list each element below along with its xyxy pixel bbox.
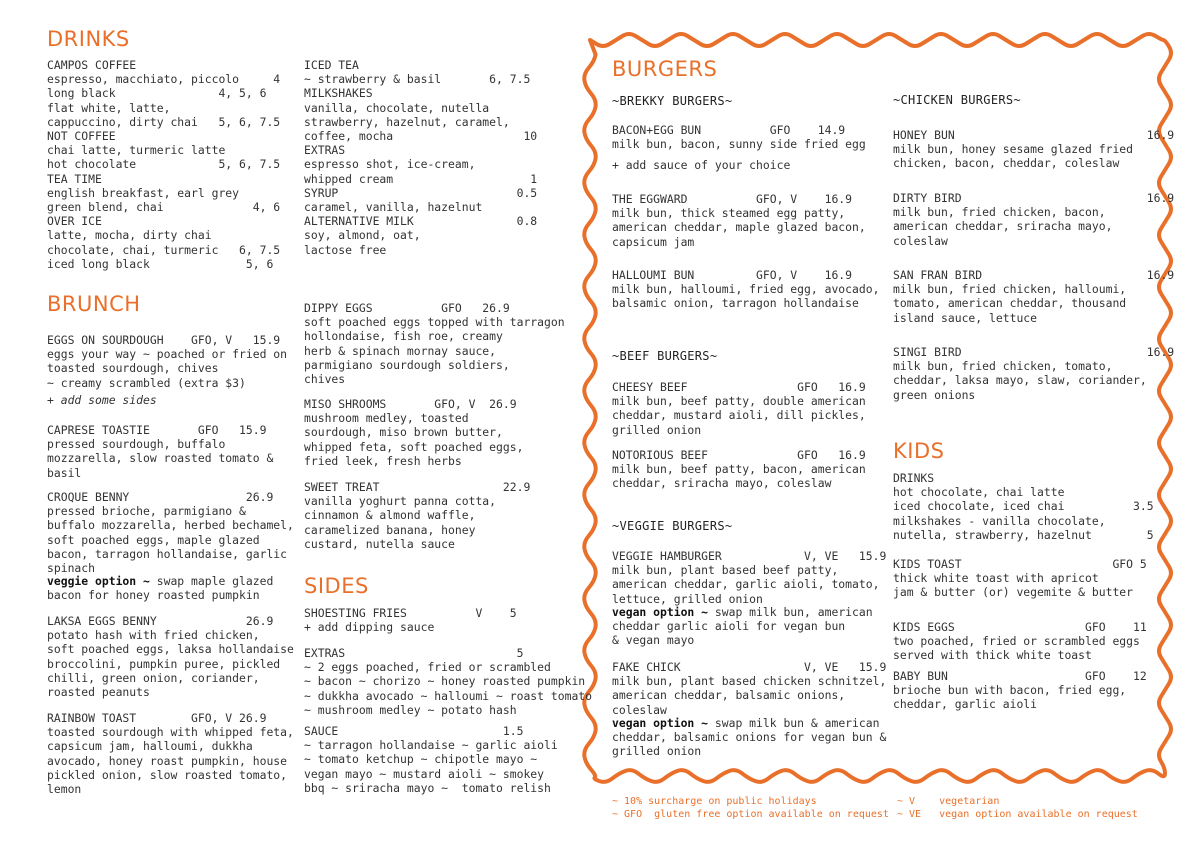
menu-line: jam & butter (or) vegemite & butter bbox=[893, 585, 1134, 600]
menu-line: eggs your way ~ poached or fried on bbox=[47, 347, 288, 362]
menu-line: vanilla yoghurt panna cotta, bbox=[304, 494, 497, 509]
menu-line: iced chocolate, iced chai 3.5 bbox=[893, 499, 1154, 514]
menu-line: soft poached eggs, maple glazed bbox=[47, 532, 260, 547]
veggie-option-text-2: bacon for honey roasted pumpkin bbox=[47, 588, 260, 603]
menu-line: chai latte, turmeric latte bbox=[47, 143, 226, 158]
menu-line: milk bun, halloumi, fried egg, avocado, bbox=[612, 282, 880, 297]
menu-line: grilled onion bbox=[612, 422, 702, 437]
menu-line: ~ creamy scrambled (extra $3) bbox=[47, 375, 246, 390]
menu-item-the-eggward bbox=[612, 192, 866, 249]
menu-item-shoestring-fries bbox=[304, 606, 517, 634]
menu-line: soft poached eggs topped with tarragon bbox=[304, 315, 565, 330]
menu-line: milkshakes - vanilla chocolate, bbox=[893, 513, 1106, 528]
menu-line: grilled onion bbox=[612, 744, 702, 759]
menu-line: chocolate, chai, turmeric 6, 7.5 bbox=[47, 242, 281, 257]
menu-line: milk bun, fried chicken, tomato, bbox=[893, 359, 1113, 374]
menu-line: milk bun, fried chicken, halloumi, bbox=[893, 282, 1127, 297]
menu-line: TEA TIME bbox=[47, 171, 102, 186]
menu-line: fried leek, fresh herbs bbox=[304, 453, 462, 468]
menu-line: toasted sourdough with whipped feta, bbox=[47, 725, 294, 740]
menu-line: CAMPOS COFFEE bbox=[47, 58, 137, 72]
menu-line: toasted sourdough, chives bbox=[47, 361, 219, 376]
vegan-option-lines bbox=[612, 730, 886, 758]
menu-line: espresso shot, ice-cream, bbox=[304, 157, 476, 172]
menu-line: OVER ICE bbox=[47, 214, 102, 229]
footer-notes-right bbox=[897, 796, 1138, 821]
menu-line: BACON+EGG BUN GFO 14.9 bbox=[612, 123, 846, 137]
menu-line: ~ 10% surcharge on public holidays bbox=[612, 796, 817, 807]
menu-line: american cheddar, garlic aioli, tomato, bbox=[612, 577, 880, 592]
burgers-heading: BURGERS bbox=[612, 57, 718, 81]
menu-line: lettuce, grilled onion bbox=[612, 591, 763, 606]
menu-line: ~ tarragon hollandaise ~ garlic aioli bbox=[304, 738, 558, 753]
menu-line: green onions bbox=[893, 387, 976, 402]
menu-line: ~ tomato ketchup ~ chipotle mayo ~ bbox=[304, 752, 538, 767]
menu-line: RAINBOW TOAST GFO, V 26.9 bbox=[47, 711, 267, 725]
menu-line: american cheddar, balsamic onions, bbox=[612, 688, 846, 703]
menu-line: potato hash with fried chicken, bbox=[47, 628, 260, 643]
menu-line: lactose free bbox=[304, 242, 387, 257]
menu-line: cheddar, sriracha mayo, coleslaw bbox=[612, 476, 832, 491]
menu-line: KIDS EGGS GFO 11 bbox=[893, 620, 1147, 634]
menu-line: roasted peanuts bbox=[47, 685, 150, 700]
menu-line: SINGI BIRD 16.9 bbox=[893, 345, 1175, 359]
vegan-option-lines bbox=[612, 619, 873, 647]
menu-line: milk bun, honey sesame glazed fried bbox=[893, 142, 1134, 157]
menu-line: hollondaise, fish roe, creamy bbox=[304, 329, 503, 344]
menu-line: chives bbox=[304, 372, 346, 387]
menu-line: cheddar, laksa mayo, slaw, coriander, bbox=[893, 373, 1147, 388]
menu-line: iced long black 5, 6 bbox=[47, 256, 274, 271]
brunch-heading: BRUNCH bbox=[47, 292, 141, 316]
menu-line: american cheddar, maple glazed bacon, bbox=[612, 220, 866, 235]
chicken-burgers-subheading: ~CHICKEN BURGERS~ bbox=[893, 93, 1021, 107]
vegan-option-label: vegan option ~ bbox=[612, 605, 709, 619]
menu-line: HONEY BUN 16.9 bbox=[893, 128, 1175, 142]
menu-item-dippy-eggs bbox=[304, 301, 565, 386]
menu-line: FAKE CHICK V, VE 15.9 bbox=[612, 660, 887, 674]
menu-item-kids-eggs bbox=[893, 620, 1147, 663]
menu-line: DRINKS bbox=[893, 471, 935, 485]
menu-line: mozzarella, slow roasted tomato & bbox=[47, 451, 274, 466]
menu-line: whipped feta, soft poached eggs, bbox=[304, 439, 524, 454]
menu-item-sauce bbox=[304, 724, 558, 795]
menu-line: cheddar, garlic aioli bbox=[893, 697, 1038, 712]
menu-line: hot chocolate 5, 6, 7.5 bbox=[47, 157, 281, 172]
menu-line: caramelized banana, honey bbox=[304, 522, 476, 537]
menu-line: milk bun, beef patty, bacon, american bbox=[612, 462, 866, 477]
menu-line: coleslaw bbox=[893, 233, 948, 248]
menu-line: strawberry, hazelnut, caramel, bbox=[304, 114, 510, 129]
menu-item-eggs-on-sourdough bbox=[47, 333, 287, 390]
menu-line: VEGGIE HAMBURGER V, VE 15.9 bbox=[612, 549, 887, 563]
beef-burgers-subheading: ~BEEF BURGERS~ bbox=[612, 349, 718, 363]
menu-line: + add dipping sauce bbox=[304, 620, 435, 635]
menu-line: ~ GFO gluten free option available on request bbox=[612, 808, 889, 820]
menu-item-bacon-egg-bun bbox=[612, 123, 866, 151]
menu-line: herb & spinach mornay sauce, bbox=[304, 343, 497, 358]
menu-line: sourdough, miso brown butter, bbox=[304, 425, 503, 440]
menu-line: SAUCE 1.5 bbox=[304, 724, 524, 738]
menu-line: ~ strawberry & basil 6, 7.5 bbox=[304, 72, 531, 87]
menu-line: coleslaw bbox=[612, 702, 667, 717]
menu-line: coffee, mocha 10 bbox=[304, 129, 538, 144]
drinks-list-1 bbox=[47, 58, 280, 271]
menu-line: bacon, tarragon hollandaise, garlic bbox=[47, 546, 288, 561]
menu-line: milk bun, plant based beef patty, bbox=[612, 563, 839, 578]
menu-item-veggie-hamburger bbox=[612, 549, 886, 606]
menu-line: CAPRESE TOASTIE GFO 15.9 bbox=[47, 423, 267, 437]
menu-item-miso-shrooms bbox=[304, 397, 523, 468]
menu-item-sweet-treat bbox=[304, 480, 530, 551]
menu-line: milk bun, plant based chicken schnitzel, bbox=[612, 674, 887, 689]
menu-line: KIDS TOAST GFO 5 bbox=[893, 557, 1147, 571]
menu-line: ~ 2 eggs poached, fried or scrambled bbox=[304, 660, 551, 675]
menu-line: capsicum jam, halloumi, dukkha bbox=[47, 739, 253, 754]
menu-line: american cheddar, sriracha mayo, bbox=[893, 219, 1113, 234]
menu-line: vegan mayo ~ mustard aioli ~ smokey bbox=[304, 766, 545, 781]
menu-line: SAN FRAN BIRD 16.9 bbox=[893, 268, 1175, 282]
menu-line: ~ bacon ~ chorizo ~ honey roasted pumpkin bbox=[304, 674, 586, 689]
menu-item-singi-bird bbox=[893, 345, 1174, 402]
menu-line: bbq ~ sriracha mayo ~ tomato relish bbox=[304, 780, 551, 795]
menu-line: ICED TEA bbox=[304, 58, 359, 72]
fake-chick-vegan-option bbox=[612, 716, 886, 759]
menu-line: cinnamon & almond waffle, bbox=[304, 508, 476, 523]
menu-line: & vegan mayo bbox=[612, 633, 695, 648]
menu-line: island sauce, lettuce bbox=[893, 310, 1038, 325]
menu-line: milk bun, bacon, sunny side fried egg bbox=[612, 137, 866, 152]
menu-line: caramel, vanilla, hazelnut bbox=[304, 200, 483, 215]
menu-line: whipped cream 1 bbox=[304, 171, 538, 186]
menu-line: thick white toast with apricot bbox=[893, 571, 1099, 586]
drinks-list-2 bbox=[304, 58, 537, 257]
kids-drinks bbox=[893, 471, 1154, 542]
menu-line: SHOESTING FRIES V 5 bbox=[304, 606, 517, 620]
menu-line: balsamic onion, tarragon hollandaise bbox=[612, 296, 859, 311]
menu-line: pressed brioche, parmigiano & bbox=[47, 504, 246, 519]
drinks-heading: DRINKS bbox=[47, 27, 130, 51]
menu-item-dirty-bird bbox=[893, 191, 1174, 248]
vegan-option-text: swap milk bun & american bbox=[708, 716, 880, 730]
menu-line: espresso, macchiato, piccolo 4 bbox=[47, 72, 281, 87]
sides-heading: SIDES bbox=[304, 574, 369, 598]
menu-line: buffalo mozzarella, herbed bechamel, bbox=[47, 518, 294, 533]
menu-line: tomato, american cheddar, thousand bbox=[893, 296, 1127, 311]
menu-line: latte, mocha, dirty chai bbox=[47, 228, 212, 243]
menu-line: NOT COFFEE bbox=[47, 129, 116, 144]
menu-line: basil bbox=[47, 465, 82, 480]
menu-item-kids-toast bbox=[893, 557, 1147, 600]
menu-item-rainbow-toast bbox=[47, 711, 294, 796]
menu-line: DIPPY EGGS GFO 26.9 bbox=[304, 301, 510, 315]
menu-item-san-fran-bird bbox=[893, 268, 1174, 325]
menu-line: SYRUP 0.5 bbox=[304, 185, 538, 200]
vegan-option-label: vegan option ~ bbox=[612, 716, 709, 730]
menu-line: BABY BUN GFO 12 bbox=[893, 669, 1147, 683]
vegan-option-text: swap milk bun, american bbox=[708, 605, 873, 619]
menu-item-fake-chick bbox=[612, 660, 886, 717]
menu-line: cappuccino, dirty chai 5, 6, 7.5 bbox=[47, 114, 281, 129]
menu-line: capsicum jam bbox=[612, 234, 695, 249]
menu-line: MISO SHROOMS GFO, V 26.9 bbox=[304, 397, 517, 411]
menu-line: mushroom medley, toasted bbox=[304, 411, 469, 426]
menu-line: broccolini, pumpkin puree, pickled bbox=[47, 656, 281, 671]
menu-line: EXTRAS bbox=[304, 143, 346, 158]
menu-line: EXTRAS 5 bbox=[304, 646, 524, 660]
menu-line: custard, nutella sauce bbox=[304, 536, 455, 551]
menu-line: EGGS ON SOURDOUGH GFO, V 15.9 bbox=[47, 333, 281, 347]
menu-item-laksa-eggs-benny bbox=[47, 614, 294, 699]
veggie-option-label: veggie option ~ bbox=[47, 574, 150, 588]
menu-line: milk bun, thick steamed egg patty, bbox=[612, 206, 846, 221]
menu-item-croque-benny bbox=[47, 490, 294, 575]
menu-line: english breakfast, earl grey bbox=[47, 185, 240, 200]
menu-line: ALTERNATIVE MILK 0.8 bbox=[304, 214, 538, 229]
menu-line: lemon bbox=[47, 782, 82, 797]
menu-line: cheddar garlic aioli for vegan bun bbox=[612, 619, 846, 634]
menu-line: CHEESY BEEF GFO 16.9 bbox=[612, 380, 866, 394]
menu-line: green blend, chai 4, 6 bbox=[47, 200, 281, 215]
menu-line: soy, almond, oat, bbox=[304, 228, 421, 243]
menu-line: served with thick white toast bbox=[893, 648, 1092, 663]
veggie-hamburger-vegan-option bbox=[612, 605, 873, 648]
kids-heading: KIDS bbox=[893, 439, 945, 463]
menu-line: two poached, fried or scrambled eggs bbox=[893, 634, 1140, 649]
menu-line: DIRTY BIRD 16.9 bbox=[893, 191, 1175, 205]
menu-line: ~ dukkha avocado ~ halloumi ~ roast tomato bbox=[304, 688, 593, 703]
veggie-option-text: swap maple glazed bbox=[149, 574, 274, 588]
menu-line: hot chocolate, chai latte bbox=[893, 485, 1065, 500]
menu-line: HALLOUMI BUN GFO, V 16.9 bbox=[612, 268, 853, 282]
menu-line: pressed sourdough, buffalo bbox=[47, 437, 226, 452]
menu-line: spinach bbox=[47, 561, 96, 576]
menu-line: pickled onion, slow roasted tomato, bbox=[47, 767, 288, 782]
menu-line: milk bun, fried chicken, bacon, bbox=[893, 205, 1106, 220]
brekky-burgers-subheading: ~BREKKY BURGERS~ bbox=[612, 94, 733, 108]
menu-line: ~ VE vegan option available on request bbox=[897, 808, 1138, 820]
veggie-burgers-subheading: ~VEGGIE BURGERS~ bbox=[612, 519, 733, 533]
menu-line: CROQUE BENNY 26.9 bbox=[47, 490, 274, 504]
menu-line: MILKSHAKES bbox=[304, 86, 373, 101]
menu-item-notorious-beef bbox=[612, 448, 866, 491]
menu-line: long black 4, 5, 6 bbox=[47, 86, 267, 101]
menu-line: cheddar, mustard aioli, dill pickles, bbox=[612, 408, 866, 423]
menu-line: parmigiano sourdough soldiers, bbox=[304, 357, 510, 372]
croque-veggie-option bbox=[47, 574, 273, 602]
menu-line: nutella, strawberry, hazelnut 5 bbox=[893, 527, 1154, 542]
menu-line: THE EGGWARD GFO, V 16.9 bbox=[612, 192, 853, 206]
menu-line: ~ V vegetarian bbox=[897, 796, 1000, 807]
menu-line: cheddar, balsamic onions for vegan bun & bbox=[612, 730, 887, 745]
menu-line: vanilla, chocolate, nutella bbox=[304, 100, 490, 115]
menu-line: soft poached eggs, laksa hollandaise bbox=[47, 642, 294, 657]
menu-line: chilli, green onion, coriander, bbox=[47, 670, 260, 685]
add-sides-note: + add some sides bbox=[47, 393, 157, 407]
menu-item-extras bbox=[304, 646, 592, 717]
menu-line: milk bun, beef patty, double american bbox=[612, 394, 866, 409]
menu-line: flat white, latte, bbox=[47, 100, 171, 115]
menu-line: ~ mushroom medley ~ potato hash bbox=[304, 702, 517, 717]
menu-line: avocado, honey roast pumpkin, house bbox=[47, 753, 288, 768]
menu-item-caprese-toastie bbox=[47, 423, 273, 480]
menu-line: brioche bun with bacon, fried egg, bbox=[893, 683, 1127, 698]
menu-line: chicken, bacon, cheddar, coleslaw bbox=[893, 156, 1120, 171]
menu-line: SWEET TREAT 22.9 bbox=[304, 480, 531, 494]
add-sauce-note: + add sauce of your choice bbox=[612, 158, 791, 172]
menu-line: LAKSA EGGS BENNY 26.9 bbox=[47, 614, 274, 628]
footer-notes-left bbox=[612, 796, 889, 821]
menu-line: NOTORIOUS BEEF GFO 16.9 bbox=[612, 448, 866, 462]
menu-item-cheesy-beef bbox=[612, 380, 866, 437]
menu-item-halloumi-bun bbox=[612, 268, 879, 311]
menu-item-honey-bun bbox=[893, 128, 1174, 171]
menu-item-baby-bun bbox=[893, 669, 1147, 712]
